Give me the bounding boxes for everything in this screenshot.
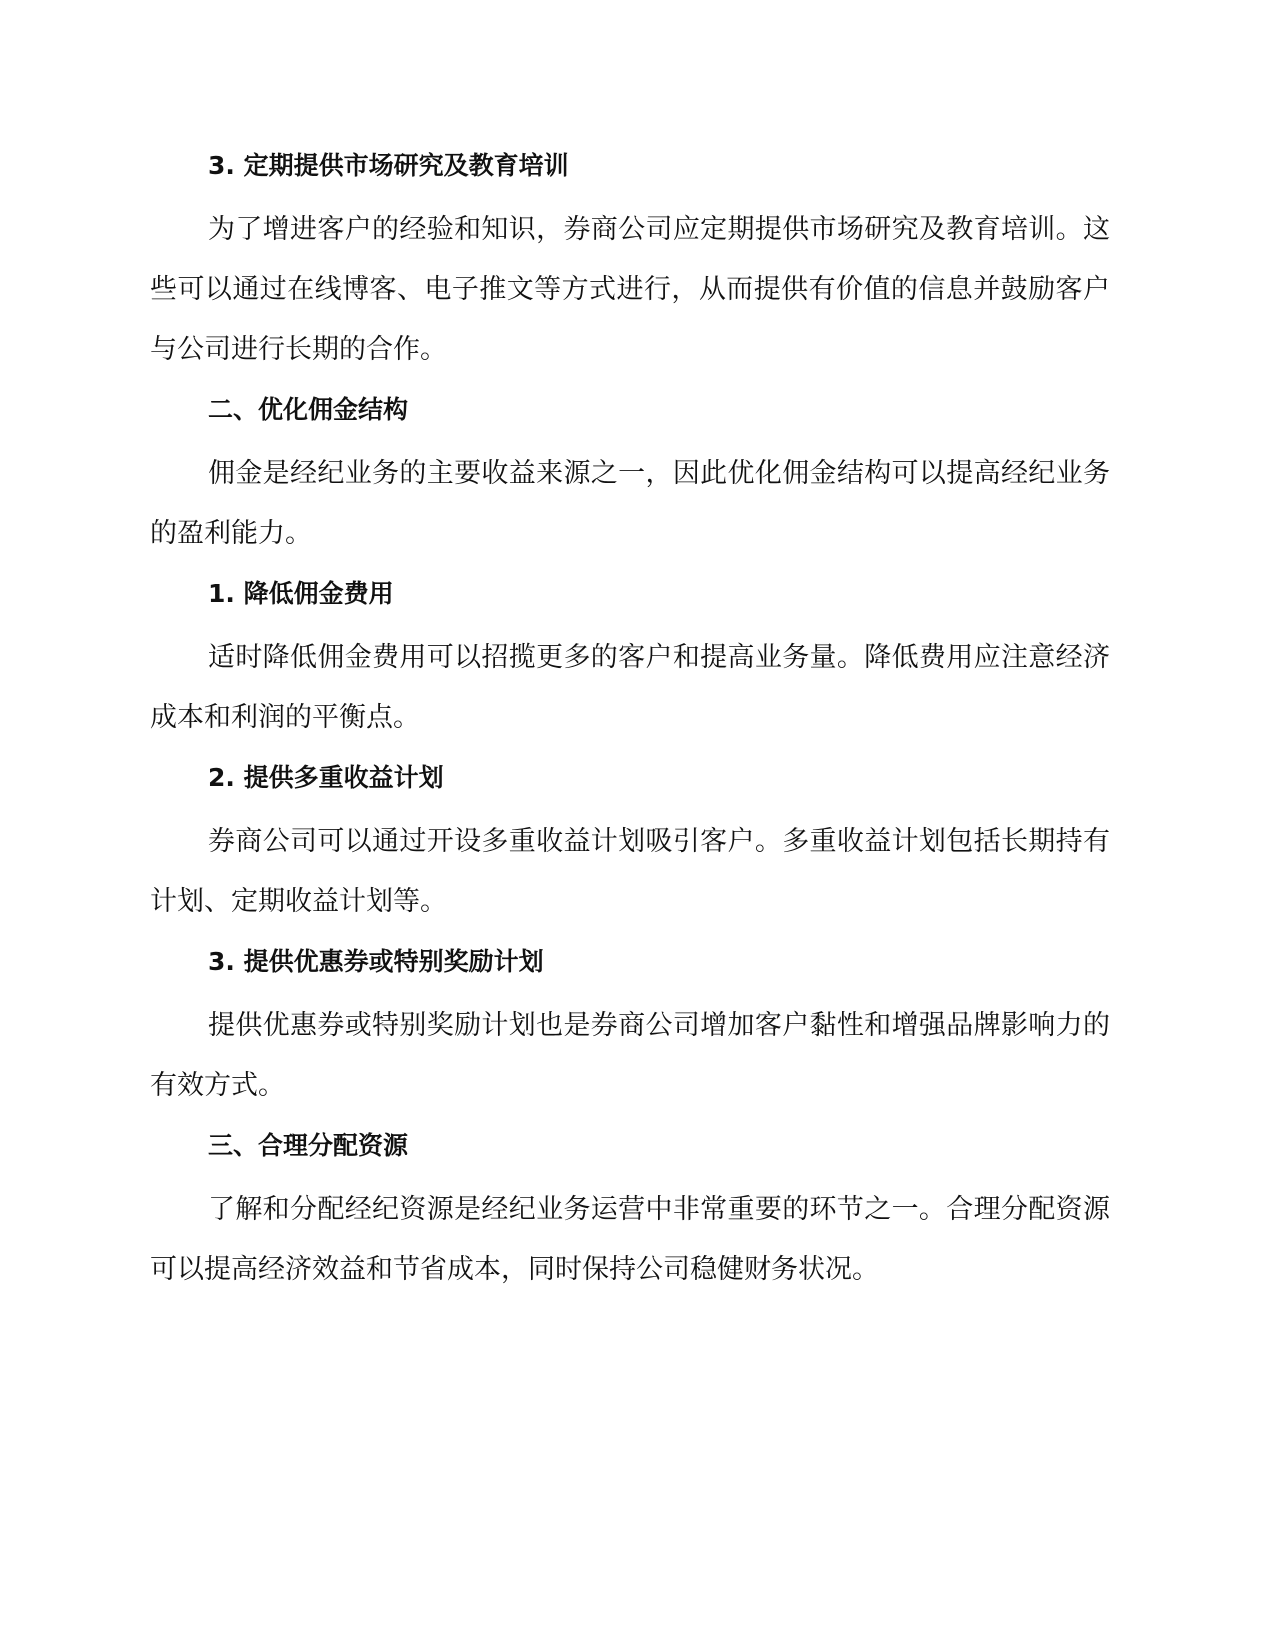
section-heading-commission-structure: 二、优化佣金结构: [208, 395, 409, 424]
paragraph-multiple-income-plans: 券商公司可以通过开设多重收益计划吸引客户。多重收益计划包括长期持有计划、定期收益计划等。: [150, 826, 1110, 917]
paragraph-resource-allocation: 了解和分配经纪资源是经纪业务运营中非常重要的环节之一。合理分配资源可以提高经济效益和节省成本，同时保持公司稳健财务状况。: [150, 1194, 1110, 1285]
section-heading-resource-allocation: 三、合理分配资源: [208, 1131, 409, 1160]
subsection-heading-research-training: 3. 定期提供市场研究及教育培训: [208, 151, 569, 180]
paragraph-research-training: 为了增进客户的经验和知识，券商公司应定期提供市场研究及教育培训。这些可以通过在线博客、电子推文等方式进行，从而提供有价值的信息并鼓励客户与公司进行长期的合作。: [150, 214, 1110, 365]
subsection-heading-coupons-rewards: 3. 提供优惠券或特别奖励计划: [208, 947, 544, 976]
subsection-heading-lower-commission: 1. 降低佣金费用: [208, 579, 394, 608]
subsection-heading-multiple-income-plans: 2. 提供多重收益计划: [208, 763, 444, 792]
paragraph-commission-structure: 佣金是经纪业务的主要收益来源之一，因此优化佣金结构可以提高经纪业务的盈利能力。: [150, 458, 1110, 549]
paragraph-lower-commission: 适时降低佣金费用可以招揽更多的客户和提高业务量。降低费用应注意经济成本和利润的平衡点。: [150, 642, 1110, 733]
document-page: [150, 146, 1110, 1300]
paragraph-coupons-rewards: 提供优惠券或特别奖励计划也是券商公司增加客户黏性和增强品牌影响力的有效方式。: [150, 1010, 1110, 1101]
